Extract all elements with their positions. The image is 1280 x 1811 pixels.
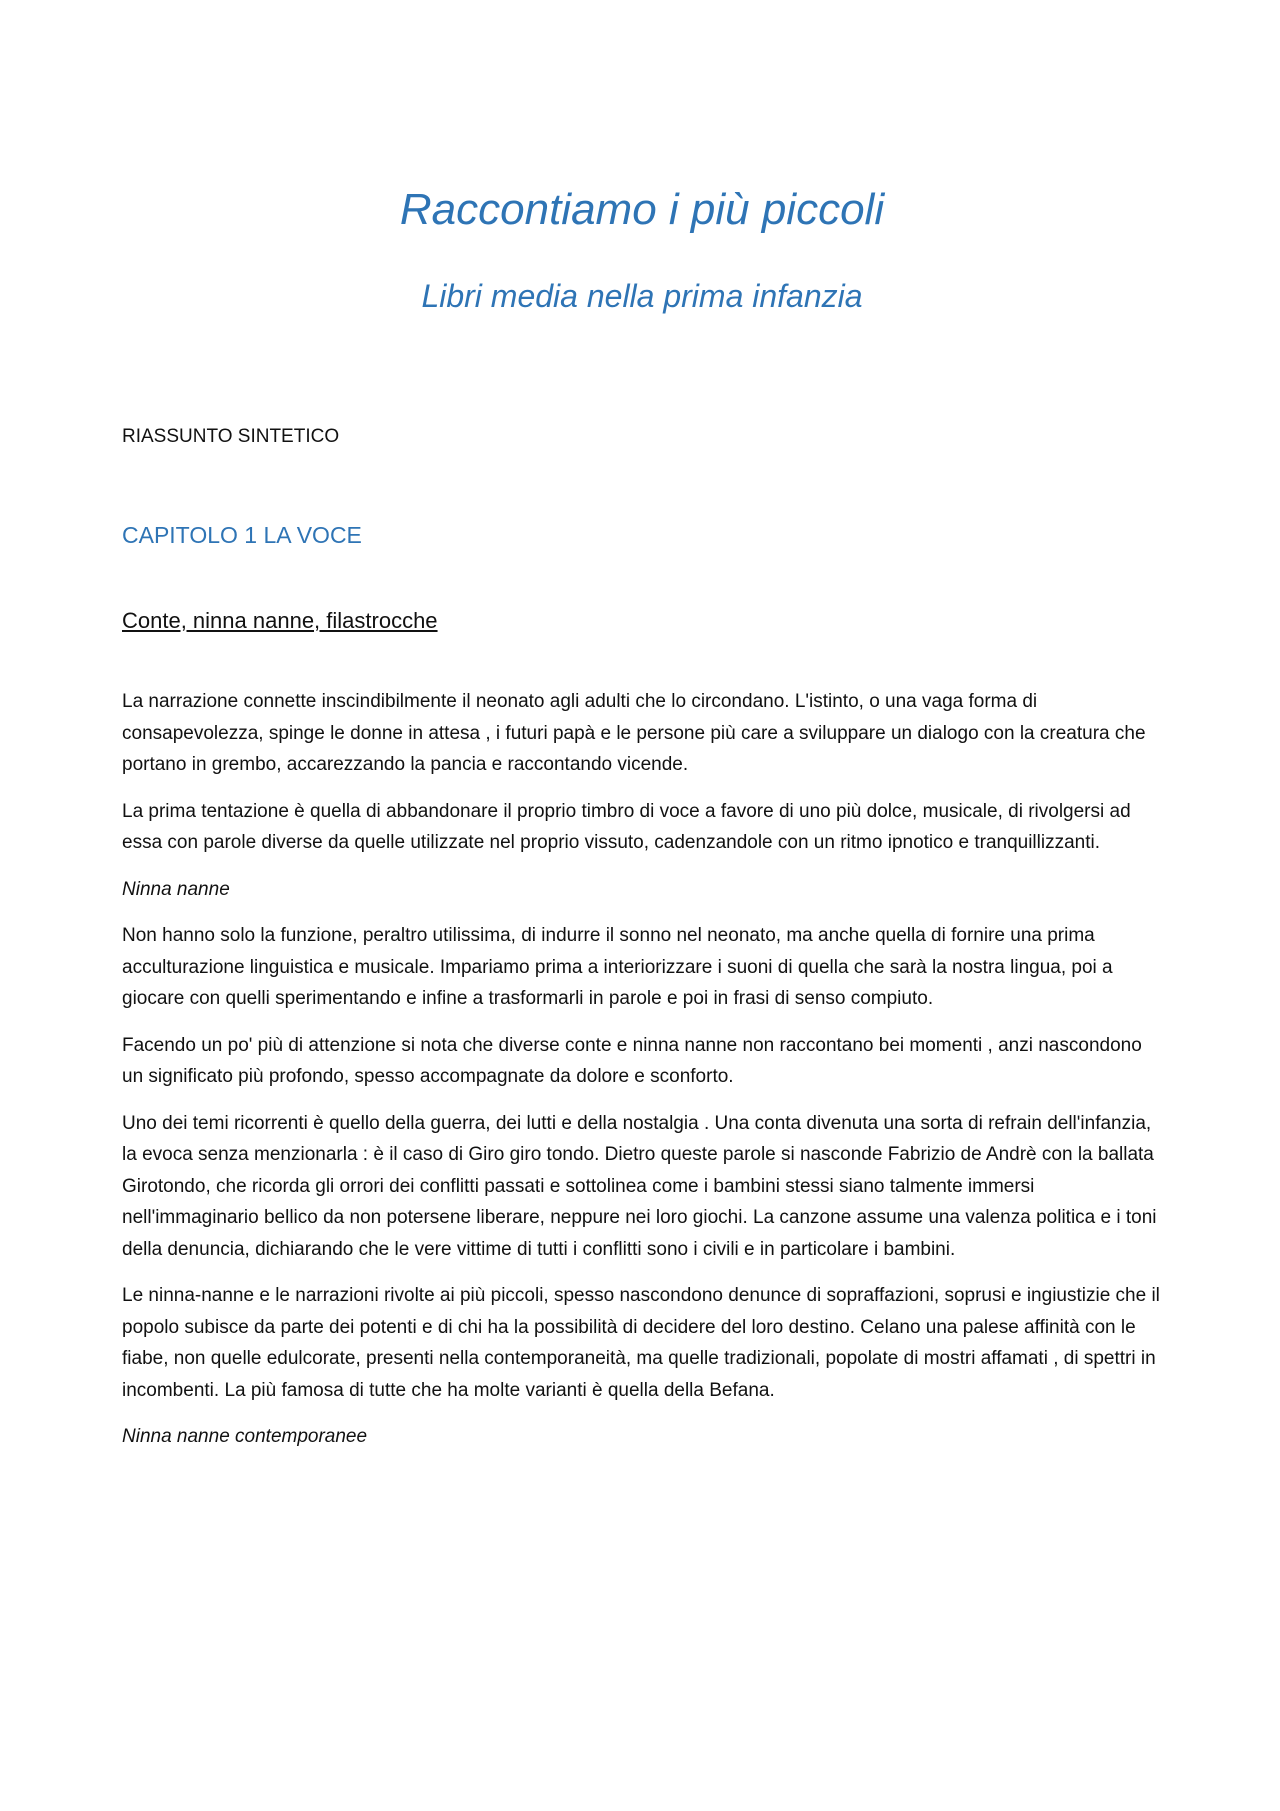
paragraph: Le ninna-nanne e le narrazioni rivolte ai più piccoli, spesso nascondono denunce di sopraffazioni, soprusi e ingiustizie che il popolo subisce da parte dei potenti e di chi ha la possibilità di decidere del loro destino. Celano una palese affinità con le fiabe, non quelle edulcorate, presenti nella contemporaneità, ma quelle tradizionali, popolate di mostri affamati , di spettri in incombenti. La più famosa di tutte che ha molte varianti è quella della Befana. [122, 1285, 1160, 1401]
body-text [122, 686, 1162, 1468]
section-heading: Conte, ninna nanne, filastrocche [122, 608, 438, 633]
chapter-heading: CAPITOLO 1 LA VOCE [122, 522, 362, 548]
summary-label: RIASSUNTO SINTETICO [122, 426, 340, 447]
paragraph: Facendo un po' più di attenzione si nota che diverse conte e ninna nanne non raccontano bei momenti , anzi nascondono un significato più profondo, spesso accompagnate da dolore e sconforto. [122, 1034, 1142, 1087]
paragraph: La narrazione connette inscindibilmente il neonato agli adulti che lo circondano. L'istinto, o una vaga forma di consapevolezza, spinge le donne in attesa , i futuri papà e le persone più care a sviluppare un dialogo con la creatura che portano in grembo, accarezzando la pancia e raccontando vicende. [122, 691, 1146, 775]
paragraph: La prima tentazione è quella di abbandonare il proprio timbro di voce a favore di uno più dolce, musicale, di rivolgersi ad essa con parole diverse da quelle utilizzate nel proprio vissuto, cadenzandole con un ritmo ipnotico e tranquillizzanti. [122, 800, 1131, 853]
document-subtitle: Libri media nella prima infanzia [421, 278, 863, 314]
paragraph: Uno dei temi ricorrenti è quello della guerra, dei lutti e della nostalgia . Una conta divenuta una sorta di refrain dell'infanzia, la evoca senza menzionarla : è il caso di Giro giro tondo. Dietro queste parole si nasconde Fabrizio de Andrè con la ballata Girotondo, che ricorda gli orrori dei conflitti passati e sottolinea come i bambini stessi siano talmente immersi nell'immaginario bellico da non potersene liberare, neppure nei loro giochi. La canzone assume una valenza politica e i toni della denuncia, dichiarando che le vere vittime di tutti i conflitti sono i civili e in particolare i bambini. [122, 1112, 1157, 1260]
paragraph: Non hanno solo la funzione, peraltro utilissima, di indurre il sonno nel neonato, ma anche quella di fornire una prima acculturazione linguistica e musicale. Impariamo prima a interiorizzare i suoni di quella che sarà la nostra lingua, poi a giocare con quelli sperimentando e infine a trasformarli in parole e poi in frasi di senso compiuto. [122, 925, 1113, 1009]
subheading-ninna-nanne-contemporanee: Ninna nanne contemporanee [122, 1426, 368, 1447]
subheading-ninna-nanne: Ninna nanne [122, 878, 230, 900]
document-title: Raccontiamo i più piccoli [399, 185, 885, 234]
